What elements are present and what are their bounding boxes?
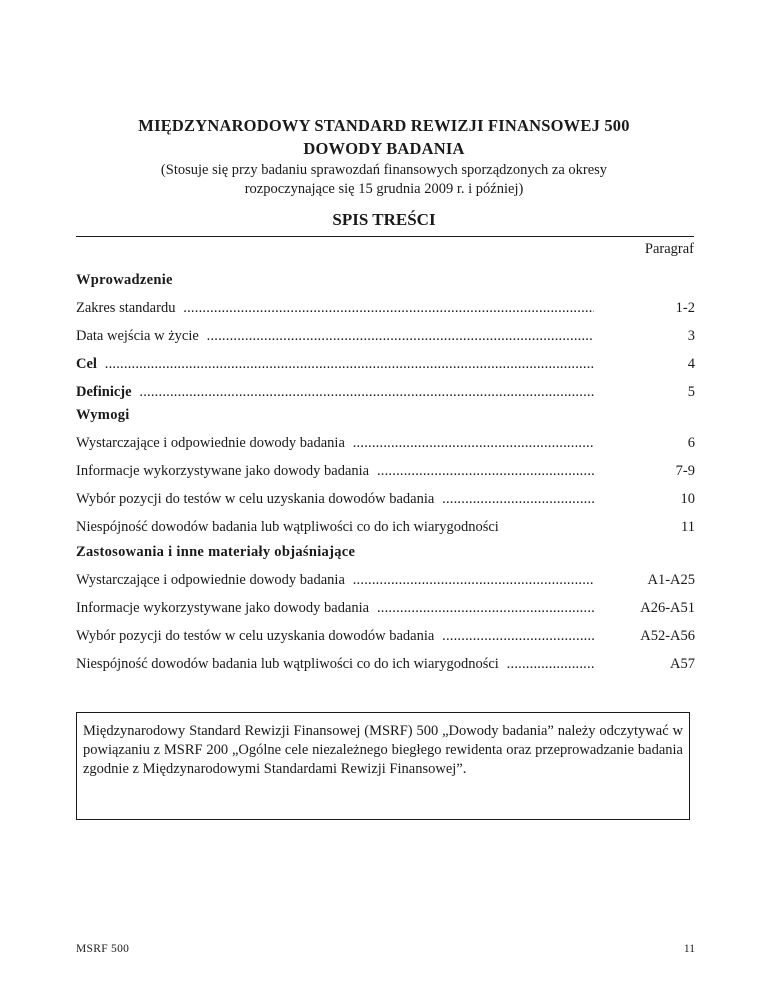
toc-entry[interactable]	[76, 628, 695, 648]
reading-note-box	[76, 712, 690, 820]
toc-entry-paragraph: 1-2	[675, 300, 695, 316]
toc-entry-paragraph: 4	[687, 356, 695, 372]
toc-entry-label: Data wejścia w życie	[76, 328, 203, 344]
toc-entry-paragraph: A1-A25	[647, 572, 695, 588]
toc-entry[interactable]	[76, 463, 695, 483]
toc-entry-paragraph: 6	[687, 435, 695, 451]
toc-divider	[76, 236, 694, 237]
toc-section-title: Wymogi	[76, 407, 130, 423]
toc-entry-label: Wybór pozycji do testów w celu uzyskania dowodów badania	[76, 628, 438, 644]
toc-entry[interactable]	[76, 600, 695, 620]
toc-entry[interactable]	[76, 328, 695, 348]
toc-entry-label: Informacje wykorzystywane jako dowody badania	[76, 463, 373, 479]
toc-entry[interactable]	[76, 656, 695, 676]
footer-standard-code: MSRF 500	[76, 943, 130, 955]
toc-entry-label: Informacje wykorzystywane jako dowody badania	[76, 600, 373, 616]
paragraph-column-label: Paragraf	[644, 241, 694, 257]
toc-entry-paragraph: A57	[670, 656, 695, 672]
toc-entry-label: Wybór pozycji do testów w celu uzyskania dowodów badania	[76, 491, 438, 507]
toc-entry[interactable]	[76, 435, 695, 455]
toc-entry[interactable]	[76, 519, 695, 539]
toc-entry-label: Wystarczające i odpowiednie dowody badania	[76, 572, 349, 588]
toc-entry-label: Niespójność dowodów badania lub wątpliwości co do ich wiarygodności	[76, 656, 503, 672]
footer-page-number: 11	[683, 943, 695, 955]
toc-entry[interactable]	[76, 572, 695, 592]
applicability-line-1: (Stosuje się przy badaniu sprawozdań finansowych sporządzonych za okresy	[160, 162, 608, 178]
toc-entry-label: Zakres standardu	[76, 300, 179, 316]
reading-note-text: Międzynarodowy Standard Rewizji Finansowej (MSRF) 500 „Dowody badania” należy odczytywać w powiązaniu z MSRF 200 „Ogólne cele niezależnego biegłego rewidenta oraz przeprowadzanie badania zgodnie z Międzynarodowymi Standardami Rewizji Finansowej”.	[83, 723, 683, 777]
toc-entry-paragraph: 3	[687, 328, 695, 344]
toc-entry-label: Cel	[76, 356, 101, 372]
toc-entry[interactable]	[76, 384, 695, 404]
toc-entry-paragraph: A52-A56	[640, 628, 695, 644]
toc-section-title: Zastosowania i inne materiały objaśniające	[76, 544, 356, 560]
toc-entry[interactable]	[76, 491, 695, 511]
toc-entry-label: Wystarczające i odpowiednie dowody badania	[76, 435, 349, 451]
toc-entry-paragraph: 7-9	[675, 463, 695, 479]
toc-entry-paragraph: A26-A51	[640, 600, 695, 616]
toc-entry-paragraph: 11	[681, 519, 695, 535]
standard-subtitle-title: DOWODY BADANIA	[303, 139, 465, 158]
toc-entry-label: Definicje	[76, 384, 136, 400]
toc-heading: SPIS TREŚCI	[332, 210, 436, 229]
toc-entry[interactable]	[76, 356, 695, 376]
toc-entry-label: Niespójność dowodów badania lub wątpliwości co do ich wiarygodności	[76, 519, 503, 535]
standard-title: MIĘDZYNARODOWY STANDARD REWIZJI FINANSOWEJ 500	[138, 116, 630, 135]
applicability-note	[90, 161, 678, 199]
toc-entry-paragraph: 10	[680, 491, 695, 507]
toc-section-title: Wprowadzenie	[76, 272, 173, 288]
toc-entry-paragraph: 5	[687, 384, 695, 400]
applicability-line-2: rozpoczynające się 15 grudnia 2009 r. i później)	[244, 181, 524, 197]
toc-entry[interactable]	[76, 300, 695, 320]
